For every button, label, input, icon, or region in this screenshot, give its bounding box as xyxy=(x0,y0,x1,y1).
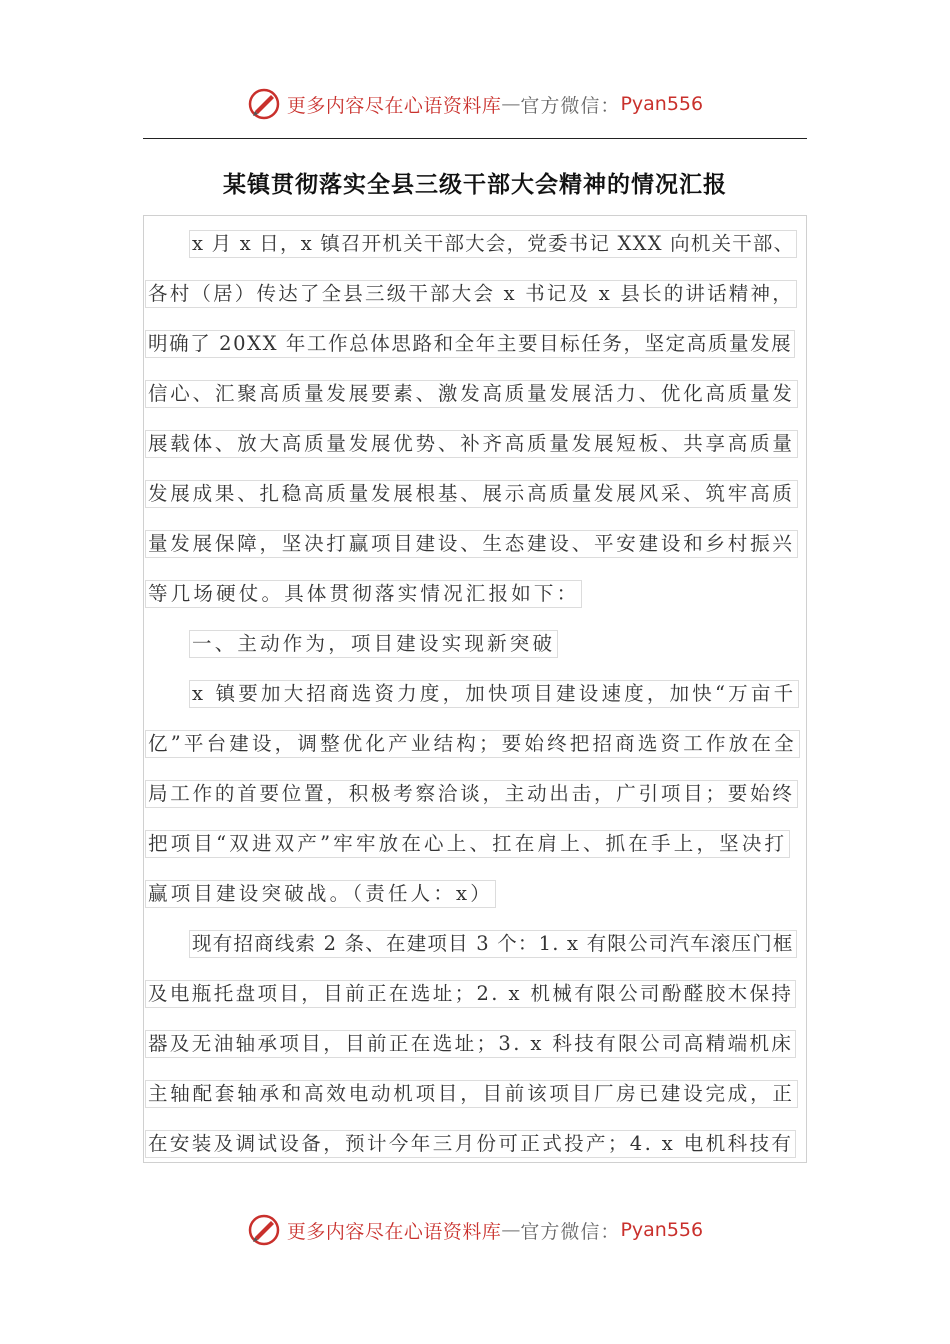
text-line: 局工作的首要位置，积极考察洽谈，主动出击，广引项目；要始终 xyxy=(145,780,798,808)
paragraph xyxy=(145,219,807,619)
banner-slogan: 更多内容尽在心语资料库 xyxy=(286,94,502,117)
text-line: x 月 x 日，x 镇召开机关干部大会，党委书记 XXX 向机关干部、 xyxy=(189,230,797,258)
heading-line: 一、主动作为，项目建设实现新突破 xyxy=(189,630,558,658)
text-line: 现有招商线索 2 条、在建项目 3 个：1. x 有限公司汽车滚压门框 xyxy=(189,930,797,958)
text-line: 赢项目建设突破战。（责任人：x） xyxy=(145,880,496,908)
banner-dash: — xyxy=(501,1219,521,1241)
text-line: x 镇要加大招商选资力度，加快项目建设速度，加快“万亩千 xyxy=(189,680,799,708)
footer-banner xyxy=(0,1210,950,1250)
text-line: 及电瓶托盘项目，目前正在选址；2. x 机械有限公司酚醛胶木保持 xyxy=(145,980,796,1008)
pen-logo-icon xyxy=(247,87,281,121)
banner-dash: — xyxy=(501,93,521,115)
section-heading xyxy=(145,619,807,669)
text-line: 各村（居）传达了全县三级干部大会 x 书记及 x 县长的讲话精神， xyxy=(145,280,797,308)
text-line: 等几场硬仗。具体贯彻落实情况汇报如下： xyxy=(145,580,582,608)
pen-logo-icon xyxy=(247,1213,281,1247)
banner-slogan: 更多内容尽在心语资料库 xyxy=(286,1220,502,1243)
text-line: 器及无油轴承项目，目前正在选址；3. x 科技有限公司高精端机床 xyxy=(145,1030,796,1058)
text-line: 发展成果、扎稳高质量发展根基、展示高质量发展风采、筑牢高质 xyxy=(145,480,798,508)
banner-account: Pyan556 xyxy=(620,93,704,115)
banner-wechat-label: 官方微信： xyxy=(520,94,621,117)
header-divider xyxy=(143,138,807,139)
text-line: 展载体、放大高质量发展优势、补齐高质量发展短板、共享高质量 xyxy=(145,430,798,458)
text-line: 信心、汇聚高质量发展要素、激发高质量发展活力、优化高质量发 xyxy=(145,380,798,408)
text-line: 明确了 20XX 年工作总体思路和全年主要目标任务，坚定高质量发展 xyxy=(145,330,795,358)
paragraph xyxy=(145,669,807,919)
text-line: 主轴配套轴承和高效电动机项目，目前该项目厂房已建设完成，正 xyxy=(145,1080,798,1108)
paragraph xyxy=(145,919,807,1169)
text-line: 在安装及调试设备，预计今年三月份可正式投产；4. x 电机科技有 xyxy=(145,1130,796,1158)
document-title: 某镇贯彻落实全县三级干部大会精神的情况汇报 xyxy=(223,171,727,198)
banner-wechat-label: 官方微信： xyxy=(520,1220,621,1243)
text-line: 把项目“双进双产”牢牢放在心上、扛在肩上、抓在手上，坚决打 xyxy=(145,830,790,858)
banner-account: Pyan556 xyxy=(620,1219,704,1241)
text-line: 亿”平台建设，调整优化产业结构；要始终把招商选资工作放在全 xyxy=(145,730,800,758)
text-line: 量发展保障，坚决打赢项目建设、生态建设、平安建设和乡村振兴 xyxy=(145,530,798,558)
header-banner xyxy=(0,84,950,124)
